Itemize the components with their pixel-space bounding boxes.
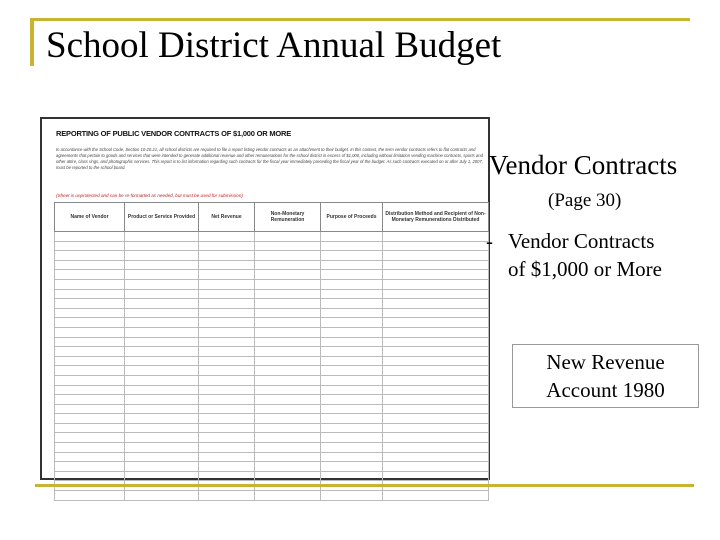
table-cell <box>199 308 255 318</box>
table-cell <box>55 251 125 261</box>
table-cell <box>321 404 383 414</box>
table-row <box>55 347 489 357</box>
table-cell <box>255 279 321 289</box>
table-row <box>55 491 489 501</box>
table-cell <box>383 366 489 376</box>
accent-bar-bottom <box>35 484 694 487</box>
table-cell <box>55 471 125 481</box>
table-cell <box>383 395 489 405</box>
table-cell <box>199 414 255 424</box>
table-cell <box>383 289 489 299</box>
form-note: (Sheet is unprotected and can be re-formatted as needed, but must be used for submission) <box>56 193 243 198</box>
table-cell <box>383 299 489 309</box>
table-cell <box>55 395 125 405</box>
table-cell <box>383 414 489 424</box>
col-header-net-revenue: Net Revenue <box>199 203 255 232</box>
table-cell <box>321 232 383 242</box>
table-row <box>55 366 489 376</box>
table-cell <box>55 260 125 270</box>
table-cell <box>55 414 125 424</box>
table-cell <box>55 347 125 357</box>
table-cell <box>383 356 489 366</box>
table-cell <box>125 443 199 453</box>
form-intro-text: In accordance with the School Code, Section 10-20.21, all school districts are required to file a report listing vendor contracts as an attachment to their budget. In this context, the term vendor contracts refers to flat contracts and agreements that pertain to goods and services that were intended to generate additional revenue and other remunerations for the school district in excess of $1,000, including without limitation vending machine contracts, sports and other attire, class rings, and photographic services. This report is to list information regarding such contracts for the fiscal year immediately preceding the fiscal year of the budget. As such contracts executed on or after July 1, 2007, must be reported to the school board. <box>56 147 483 170</box>
table-cell <box>125 471 199 481</box>
table-cell <box>199 423 255 433</box>
table-cell <box>383 452 489 462</box>
table-cell <box>255 356 321 366</box>
table-cell <box>125 232 199 242</box>
table-cell <box>125 241 199 251</box>
table-cell <box>125 251 199 261</box>
table-cell <box>199 299 255 309</box>
table-header-row <box>55 203 489 232</box>
table-cell <box>321 337 383 347</box>
table-cell <box>199 241 255 251</box>
table-cell <box>383 443 489 453</box>
table-cell <box>125 433 199 443</box>
table-cell <box>55 318 125 328</box>
table-cell <box>125 404 199 414</box>
revenue-account-box <box>512 344 699 408</box>
table-cell <box>125 318 199 328</box>
table-cell <box>125 279 199 289</box>
table-cell <box>383 260 489 270</box>
table-cell <box>55 279 125 289</box>
table-cell <box>55 356 125 366</box>
table-cell <box>55 337 125 347</box>
table-cell <box>255 414 321 424</box>
accent-bar-left <box>30 18 34 66</box>
table-cell <box>321 327 383 337</box>
table-cell <box>255 385 321 395</box>
table-cell <box>321 395 383 405</box>
table-cell <box>255 308 321 318</box>
table-row <box>55 279 489 289</box>
table-cell <box>321 385 383 395</box>
table-cell <box>125 395 199 405</box>
table-cell <box>125 260 199 270</box>
table-cell <box>199 337 255 347</box>
table-cell <box>55 308 125 318</box>
table-cell <box>321 308 383 318</box>
table-cell <box>125 289 199 299</box>
vendor-table <box>54 202 489 501</box>
table-cell <box>321 375 383 385</box>
table-cell <box>255 395 321 405</box>
table-cell <box>55 491 125 501</box>
table-cell <box>255 491 321 501</box>
table-cell <box>125 327 199 337</box>
table-cell <box>125 308 199 318</box>
table-row <box>55 423 489 433</box>
table-cell <box>321 318 383 328</box>
table-cell <box>55 443 125 453</box>
table-cell <box>321 462 383 472</box>
table-cell <box>255 337 321 347</box>
table-cell <box>255 366 321 376</box>
table-cell <box>383 375 489 385</box>
accent-bar-top <box>30 18 690 21</box>
table-cell <box>199 462 255 472</box>
table-row <box>55 337 489 347</box>
table-cell <box>199 251 255 261</box>
table-row <box>55 356 489 366</box>
table-cell <box>255 452 321 462</box>
table-cell <box>383 491 489 501</box>
table-cell <box>199 395 255 405</box>
table-cell <box>125 423 199 433</box>
table-cell <box>199 356 255 366</box>
table-cell <box>55 433 125 443</box>
table-cell <box>199 404 255 414</box>
table-row <box>55 318 489 328</box>
table-cell <box>255 347 321 357</box>
table-cell <box>383 404 489 414</box>
table-row <box>55 452 489 462</box>
table-cell <box>55 299 125 309</box>
table-cell <box>199 289 255 299</box>
table-cell <box>383 462 489 472</box>
table-cell <box>125 462 199 472</box>
table-row <box>55 375 489 385</box>
table-cell <box>255 318 321 328</box>
table-cell <box>55 404 125 414</box>
col-header-non-monetary-remuneration: Non-Monetary Remuneration <box>255 203 321 232</box>
table-cell <box>321 260 383 270</box>
table-cell <box>255 299 321 309</box>
table-cell <box>321 414 383 424</box>
table-cell <box>199 385 255 395</box>
table-cell <box>255 270 321 280</box>
table-cell <box>321 471 383 481</box>
table-cell <box>55 462 125 472</box>
table-cell <box>199 232 255 242</box>
table-cell <box>255 462 321 472</box>
table-cell <box>255 404 321 414</box>
table-cell <box>199 260 255 270</box>
bullet-line-2: of $1,000 or More <box>508 257 662 281</box>
table-row <box>55 471 489 481</box>
table-row <box>55 270 489 280</box>
table-cell <box>199 279 255 289</box>
table-row <box>55 462 489 472</box>
table-cell <box>255 251 321 261</box>
table-cell <box>199 491 255 501</box>
bullet-dash: - <box>486 229 493 253</box>
table-body <box>55 232 489 501</box>
table-cell <box>199 270 255 280</box>
table-cell <box>383 347 489 357</box>
table-cell <box>383 251 489 261</box>
table-row <box>55 251 489 261</box>
table-cell <box>255 260 321 270</box>
table-cell <box>383 308 489 318</box>
table-cell <box>255 289 321 299</box>
table-cell <box>55 232 125 242</box>
table-cell <box>55 423 125 433</box>
table-cell <box>321 366 383 376</box>
table-cell <box>321 241 383 251</box>
table-cell <box>383 318 489 328</box>
bullet-line-1: Vendor Contracts <box>508 229 655 253</box>
table-cell <box>383 385 489 395</box>
table-row <box>55 289 489 299</box>
table-cell <box>55 375 125 385</box>
table-row <box>55 414 489 424</box>
table-cell <box>199 327 255 337</box>
table-row <box>55 433 489 443</box>
table-cell <box>199 471 255 481</box>
table-cell <box>199 347 255 357</box>
col-header-purpose-of-proceeds: Purpose of Proceeds <box>321 203 383 232</box>
table-cell <box>383 337 489 347</box>
table-cell <box>125 375 199 385</box>
table-cell <box>321 433 383 443</box>
table-cell <box>321 356 383 366</box>
table-cell <box>125 491 199 501</box>
table-cell <box>321 251 383 261</box>
table-cell <box>321 347 383 357</box>
table-cell <box>55 241 125 251</box>
table-cell <box>125 347 199 357</box>
table-cell <box>55 289 125 299</box>
table-cell <box>125 385 199 395</box>
table-cell <box>321 299 383 309</box>
table-cell <box>383 423 489 433</box>
table-cell <box>199 433 255 443</box>
col-header-distribution-method: Distribution Method and Recipient of Non-Monetary Remunerations Distributed <box>383 203 489 232</box>
revenue-box-line-1: New Revenue <box>546 350 665 374</box>
table-cell <box>125 299 199 309</box>
table-cell <box>55 366 125 376</box>
table-cell <box>125 337 199 347</box>
table-cell <box>199 366 255 376</box>
col-header-name-of-vendor: Name of Vendor <box>55 203 125 232</box>
table-cell <box>383 471 489 481</box>
table-row <box>55 232 489 242</box>
table-cell <box>383 327 489 337</box>
table-cell <box>255 241 321 251</box>
table-cell <box>55 327 125 337</box>
table-cell <box>255 423 321 433</box>
table-cell <box>255 232 321 242</box>
vendor-contracts-form-image <box>40 117 490 480</box>
revenue-box-line-2: Account 1980 <box>546 378 665 402</box>
slide-title: School District Annual Budget <box>46 25 502 66</box>
table-row <box>55 299 489 309</box>
table-cell <box>199 318 255 328</box>
table-cell <box>321 443 383 453</box>
table-cell <box>321 423 383 433</box>
table-cell <box>55 385 125 395</box>
table-cell <box>125 356 199 366</box>
table-cell <box>125 270 199 280</box>
table-cell <box>383 241 489 251</box>
table-cell <box>321 491 383 501</box>
table-cell <box>383 279 489 289</box>
table-cell <box>125 414 199 424</box>
table-cell <box>383 270 489 280</box>
table-row <box>55 404 489 414</box>
table-cell <box>383 232 489 242</box>
table-cell <box>55 270 125 280</box>
table-cell <box>199 443 255 453</box>
table-cell <box>255 471 321 481</box>
table-cell <box>321 289 383 299</box>
page-reference: (Page 30) <box>548 190 622 211</box>
col-header-product-or-service: Product or Service Provided <box>125 203 199 232</box>
table-row <box>55 385 489 395</box>
table-cell <box>55 452 125 462</box>
table-row <box>55 327 489 337</box>
table-cell <box>255 327 321 337</box>
table-cell <box>321 279 383 289</box>
table-row <box>55 308 489 318</box>
table-cell <box>383 433 489 443</box>
table-cell <box>199 452 255 462</box>
table-cell <box>321 270 383 280</box>
table-cell <box>255 433 321 443</box>
table-cell <box>255 375 321 385</box>
table-row <box>55 443 489 453</box>
table-row <box>55 395 489 405</box>
table-cell <box>125 452 199 462</box>
heading-vendor-contracts: Vendor Contracts <box>489 150 678 180</box>
form-title: REPORTING OF PUBLIC VENDOR CONTRACTS OF $1,000 OR MORE <box>56 129 292 138</box>
table-cell <box>321 452 383 462</box>
table-row <box>55 241 489 251</box>
table-cell <box>125 366 199 376</box>
table-row <box>55 260 489 270</box>
table-cell <box>255 443 321 453</box>
table-cell <box>199 375 255 385</box>
